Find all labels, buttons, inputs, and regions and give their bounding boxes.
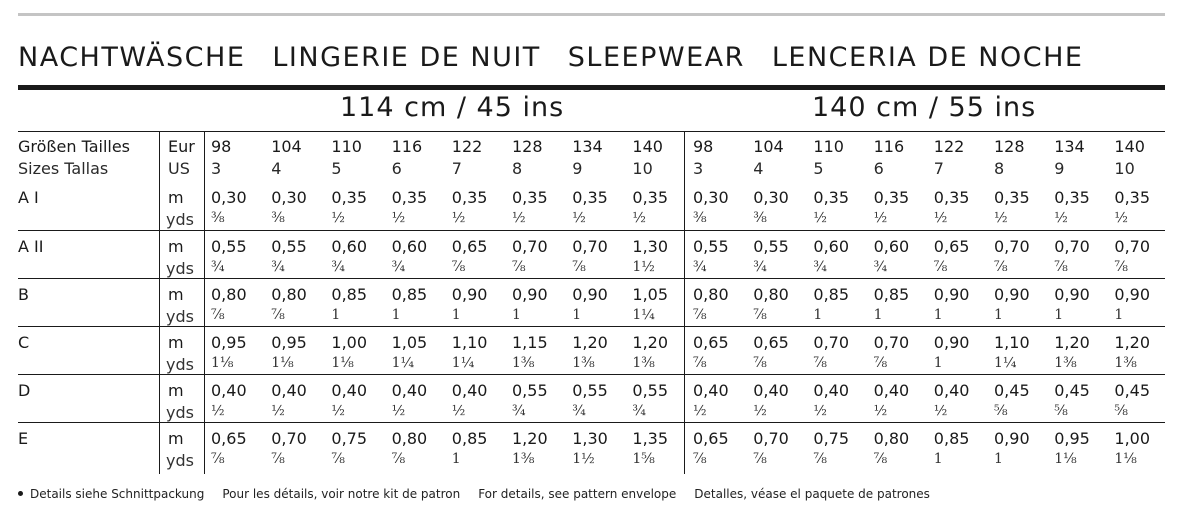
- eur-size: 110: [331, 137, 362, 156]
- meters-value: 0,70: [572, 237, 608, 256]
- column-divider-fabric: [684, 132, 685, 474]
- meters-value: 0,85: [331, 285, 368, 304]
- meters-value: 0,75: [331, 429, 368, 448]
- eur-size: 98: [211, 137, 232, 156]
- yards-value: ⅞: [873, 451, 888, 467]
- eur-size: 140: [1114, 137, 1145, 156]
- unit-meters: m: [168, 188, 184, 207]
- yards-value: 1⅛: [1054, 451, 1077, 467]
- meters-value: 0,70: [994, 237, 1030, 256]
- meters-value: 0,95: [271, 333, 307, 352]
- us-size: 5: [331, 159, 342, 178]
- meters-value: 1,00: [331, 333, 368, 352]
- yards-value: 1: [933, 451, 943, 467]
- view-label: E: [18, 429, 29, 448]
- yards-value: 1⅛: [211, 355, 234, 371]
- yards-value: 1: [994, 451, 1003, 467]
- yards-value: 1: [873, 307, 883, 323]
- eur-size: 122: [933, 137, 965, 156]
- us-size: 9: [1054, 159, 1065, 178]
- yards-value: ¾: [753, 259, 767, 275]
- eur-size: 110: [813, 137, 844, 156]
- us-size: 10: [632, 159, 653, 178]
- meters-value: 0,95: [211, 333, 247, 352]
- meters-value: 1,35: [632, 429, 669, 448]
- meters-value: 1,10: [994, 333, 1030, 352]
- yards-value: ⅞: [753, 307, 767, 323]
- yards-value: 1⅜: [512, 355, 535, 371]
- yards-value: 1: [572, 307, 582, 323]
- unit-yards: yds: [166, 355, 194, 374]
- column-divider-label: [159, 132, 160, 474]
- yards-value: 1: [451, 307, 461, 323]
- title-rule: [18, 85, 1165, 90]
- meters-value: 0,55: [632, 381, 669, 400]
- size-header-row: [18, 132, 1165, 182]
- unit-meters: m: [168, 429, 184, 448]
- yards-value: ½: [271, 403, 285, 419]
- meters-value: 0,65: [451, 237, 488, 256]
- us-size: 7: [933, 159, 944, 178]
- yards-value: 1¼: [451, 355, 475, 371]
- footer-french: Pour les détails, voir notre kit de patron: [222, 487, 461, 501]
- eur-size: 128: [994, 137, 1025, 156]
- yards-value: ⅞: [271, 451, 285, 467]
- meters-value: 0,40: [693, 381, 729, 400]
- yards-value: ⅜: [271, 210, 285, 226]
- meters-value: 0,90: [572, 285, 608, 304]
- yards-value: ½: [813, 210, 827, 226]
- yards-value: ½: [693, 403, 707, 419]
- meters-value: 0,40: [873, 381, 910, 400]
- meters-value: 0,35: [331, 188, 368, 207]
- yards-value: ½: [994, 210, 1008, 226]
- eur-size: 104: [271, 137, 302, 156]
- eur-size: 122: [451, 137, 483, 156]
- meters-value: 0,35: [1114, 188, 1151, 207]
- meters-value: 0,80: [753, 285, 789, 304]
- us-size: 5: [813, 159, 824, 178]
- meters-value: 0,90: [451, 285, 488, 304]
- yards-value: ⅞: [753, 355, 767, 371]
- table-row: [18, 422, 1165, 471]
- size-label-line1: Größen Tailles: [18, 137, 131, 156]
- meters-value: 0,35: [873, 188, 910, 207]
- meters-value: 0,70: [753, 429, 789, 448]
- meters-value: 0,90: [512, 285, 548, 304]
- yards-value: ⅞: [813, 451, 827, 467]
- meters-value: 0,90: [994, 285, 1030, 304]
- yards-value: ¾: [331, 259, 345, 275]
- meters-value: 0,40: [813, 381, 850, 400]
- title-german: NACHTWÄSCHE: [18, 42, 246, 73]
- unit-meters: m: [168, 237, 184, 256]
- yards-value: ½: [1054, 210, 1068, 226]
- yards-value: ⅜: [753, 210, 767, 226]
- meters-value: 0,40: [331, 381, 368, 400]
- meters-value: 0,80: [873, 429, 910, 448]
- meters-value: 0,35: [391, 188, 428, 207]
- us-size: 9: [572, 159, 583, 178]
- yards-value: 1⅛: [271, 355, 294, 371]
- yards-value: ¾: [572, 403, 586, 419]
- meters-value: 0,55: [512, 381, 548, 400]
- view-label: A I: [18, 188, 39, 207]
- yards-value: 1⅛: [331, 355, 354, 371]
- yards-value: 1⅜: [512, 451, 535, 467]
- yards-value: 1¼: [391, 355, 415, 371]
- meters-value: 0,35: [632, 188, 669, 207]
- yards-value: 1⅝: [632, 451, 655, 467]
- meters-value: 1,20: [1114, 333, 1151, 352]
- bullet-icon: [18, 491, 23, 496]
- yards-value: 1⅜: [1114, 355, 1137, 371]
- meters-value: 0,90: [933, 333, 970, 352]
- unit-meters: m: [168, 381, 184, 400]
- meters-value: 0,60: [873, 237, 910, 256]
- meters-value: 0,35: [813, 188, 850, 207]
- meters-value: 1,30: [572, 429, 608, 448]
- eur-size: 116: [391, 137, 423, 156]
- meters-value: 0,40: [933, 381, 970, 400]
- meters-value: 0,60: [391, 237, 428, 256]
- yards-value: ⅞: [994, 259, 1008, 275]
- yards-value: ⅞: [693, 355, 707, 371]
- meters-value: 0,75: [813, 429, 850, 448]
- view-label: B: [18, 285, 29, 304]
- yards-value: 1: [933, 307, 943, 323]
- meters-value: 0,30: [693, 188, 729, 207]
- eur-label: Eur: [168, 137, 195, 156]
- yards-value: ⅞: [693, 307, 707, 323]
- yards-value: ½: [933, 403, 948, 419]
- yards-value: ⅞: [753, 451, 767, 467]
- top-rule: [18, 13, 1165, 16]
- unit-yards: yds: [166, 210, 194, 229]
- yards-value: ⅝: [1114, 403, 1128, 419]
- eur-size: 98: [693, 137, 714, 156]
- yards-value: ⅞: [1114, 259, 1128, 275]
- meters-value: 0,60: [331, 237, 368, 256]
- yards-value: 1⅛: [1114, 451, 1137, 467]
- yards-value: ⅞: [813, 355, 827, 371]
- meters-value: 0,90: [933, 285, 970, 304]
- meters-value: 0,40: [391, 381, 428, 400]
- view-label: A II: [18, 237, 44, 256]
- yards-value: ½: [873, 210, 888, 226]
- meters-value: 0,30: [271, 188, 307, 207]
- yards-value: ⅞: [211, 451, 225, 467]
- yards-value: ⅞: [211, 307, 225, 323]
- yards-value: ¾: [391, 259, 406, 275]
- footer-german: Details siehe Schnittpackung: [30, 487, 205, 501]
- yards-value: ½: [331, 210, 345, 226]
- meters-value: 1,20: [1054, 333, 1090, 352]
- yards-value: ⅞: [693, 451, 707, 467]
- meters-value: 0,30: [753, 188, 789, 207]
- yards-value: ¾: [512, 403, 526, 419]
- us-size: 7: [451, 159, 462, 178]
- yards-value: 1⅜: [572, 355, 595, 371]
- yards-value: 1¼: [632, 307, 655, 323]
- meters-value: 0,35: [994, 188, 1030, 207]
- meters-value: 0,40: [271, 381, 307, 400]
- yards-value: ¾: [873, 259, 888, 275]
- yards-value: ½: [391, 210, 406, 226]
- meters-value: 0,35: [451, 188, 488, 207]
- meters-value: 0,85: [933, 429, 970, 448]
- meters-value: 0,35: [572, 188, 608, 207]
- page-title: [18, 42, 1083, 73]
- table-row: [18, 182, 1165, 230]
- meters-value: 0,60: [813, 237, 850, 256]
- us-size: 3: [693, 159, 704, 178]
- eur-size: 140: [632, 137, 663, 156]
- title-french: LINGERIE DE NUIT: [272, 42, 541, 73]
- yards-value: ¾: [813, 259, 827, 275]
- footer-spanish: Detalles, véase el paquete de patrones: [694, 487, 930, 501]
- yards-value: 1: [1054, 307, 1064, 323]
- yards-value: 1: [331, 307, 341, 323]
- meters-value: 0,70: [1114, 237, 1151, 256]
- footer-note: [18, 487, 948, 501]
- yards-value: ½: [451, 210, 466, 226]
- yards-value: ⅜: [211, 210, 225, 226]
- meters-value: 0,85: [813, 285, 850, 304]
- table-row: [18, 326, 1165, 375]
- meters-value: 1,15: [512, 333, 548, 352]
- us-size: 6: [873, 159, 884, 178]
- title-spanish: LENCERIA DE NOCHE: [771, 42, 1084, 73]
- meters-value: 0,80: [391, 429, 428, 448]
- meters-value: 0,45: [994, 381, 1030, 400]
- meters-value: 0,45: [1114, 381, 1151, 400]
- fabric-width-114: 114 cm / 45 ins: [340, 92, 565, 123]
- meters-value: 0,80: [271, 285, 307, 304]
- yards-value: ¾: [271, 259, 285, 275]
- yards-value: ½: [933, 210, 948, 226]
- unit-yards: yds: [166, 403, 194, 422]
- meters-value: 0,80: [693, 285, 729, 304]
- us-size: 4: [271, 159, 282, 178]
- yards-value: ½: [331, 403, 345, 419]
- yards-value: ¾: [211, 259, 225, 275]
- yards-value: 1⅜: [632, 355, 655, 371]
- meters-value: 0,55: [211, 237, 247, 256]
- meters-value: 0,70: [813, 333, 850, 352]
- us-size: 8: [512, 159, 523, 178]
- yards-value: 1: [994, 307, 1003, 323]
- meters-value: 0,70: [512, 237, 548, 256]
- yards-value: ½: [1114, 210, 1128, 226]
- yards-value: ⅞: [572, 259, 586, 275]
- us-size: 4: [753, 159, 764, 178]
- meters-value: 1,20: [572, 333, 608, 352]
- table-row: [18, 278, 1165, 327]
- meters-value: 1,20: [512, 429, 548, 448]
- unit-meters: m: [168, 285, 184, 304]
- us-size: 6: [391, 159, 402, 178]
- meters-value: 1,10: [451, 333, 488, 352]
- meters-value: 0,55: [271, 237, 307, 256]
- yards-value: 1: [512, 307, 521, 323]
- yards-value: ½: [512, 210, 526, 226]
- us-size: 8: [994, 159, 1005, 178]
- us-size: 3: [211, 159, 222, 178]
- meters-value: 0,70: [873, 333, 910, 352]
- meters-value: 0,65: [693, 429, 729, 448]
- meters-value: 0,55: [753, 237, 789, 256]
- meters-value: 0,55: [572, 381, 608, 400]
- yards-value: ½: [813, 403, 827, 419]
- us-size: 10: [1114, 159, 1135, 178]
- yards-value: ½: [211, 403, 225, 419]
- meters-value: 0,90: [994, 429, 1030, 448]
- meters-value: 0,70: [1054, 237, 1090, 256]
- yards-value: ⅞: [512, 259, 526, 275]
- yards-value: ⅞: [451, 259, 466, 275]
- table-row: [18, 230, 1165, 279]
- yards-value: 1: [933, 355, 943, 371]
- meters-value: 0,65: [211, 429, 247, 448]
- yards-value: 1: [391, 307, 401, 323]
- unit-yards: yds: [166, 451, 194, 470]
- eur-size: 104: [753, 137, 784, 156]
- meters-value: 0,65: [753, 333, 789, 352]
- yards-value: ½: [451, 403, 466, 419]
- unit-yards: yds: [166, 307, 194, 326]
- yards-value: ⅞: [933, 259, 948, 275]
- table-row: [18, 374, 1165, 423]
- yards-value: ¾: [632, 403, 646, 419]
- meters-value: 0,35: [512, 188, 548, 207]
- meters-value: 0,85: [391, 285, 428, 304]
- meters-value: 1,05: [391, 333, 428, 352]
- meters-value: 1,30: [632, 237, 669, 256]
- yards-value: ½: [391, 403, 406, 419]
- meters-value: 0,55: [693, 237, 729, 256]
- meters-value: 0,65: [693, 333, 729, 352]
- yards-value: ⅞: [271, 307, 285, 323]
- eur-size: 116: [873, 137, 905, 156]
- meters-value: 0,65: [933, 237, 970, 256]
- unit-meters: m: [168, 333, 184, 352]
- footer-english: For details, see pattern envelope: [478, 487, 677, 501]
- meters-value: 0,85: [873, 285, 910, 304]
- title-english: SLEEPWEAR: [567, 42, 745, 73]
- yards-value: ⅜: [693, 210, 707, 226]
- fabric-width-140: 140 cm / 55 ins: [812, 92, 1037, 123]
- meters-value: 0,40: [451, 381, 488, 400]
- meters-value: 0,35: [1054, 188, 1090, 207]
- yards-value: ⅝: [1054, 403, 1068, 419]
- meters-value: 0,70: [271, 429, 307, 448]
- yards-value: 1: [451, 451, 461, 467]
- meters-value: 0,95: [1054, 429, 1090, 448]
- yards-value: 1¼: [994, 355, 1017, 371]
- yards-value: ⅞: [873, 355, 888, 371]
- yards-value: ½: [753, 403, 767, 419]
- yards-value: ½: [873, 403, 888, 419]
- meters-value: 0,45: [1054, 381, 1090, 400]
- column-divider-unit: [204, 132, 205, 474]
- meters-value: 0,90: [1054, 285, 1090, 304]
- meters-value: 1,20: [632, 333, 669, 352]
- meters-value: 1,00: [1114, 429, 1151, 448]
- meters-value: 0,40: [211, 381, 247, 400]
- meters-value: 0,30: [211, 188, 247, 207]
- unit-yards: yds: [166, 259, 194, 278]
- view-label: C: [18, 333, 30, 352]
- eur-size: 134: [1054, 137, 1085, 156]
- eur-size: 128: [512, 137, 543, 156]
- meters-value: 0,90: [1114, 285, 1151, 304]
- yards-value: 1: [1114, 307, 1124, 323]
- meters-value: 0,35: [933, 188, 970, 207]
- yards-value: ⅞: [1054, 259, 1068, 275]
- yards-value: 1: [813, 307, 823, 323]
- yards-value: ½: [572, 210, 586, 226]
- yards-value: 1½: [572, 451, 595, 467]
- view-label: D: [18, 381, 31, 400]
- yards-value: ½: [632, 210, 646, 226]
- size-label-line2: Sizes Tallas: [18, 159, 109, 178]
- us-label: US: [168, 159, 190, 178]
- yards-value: ⅞: [391, 451, 406, 467]
- yards-value: 1⅜: [1054, 355, 1077, 371]
- meters-value: 0,85: [451, 429, 488, 448]
- yards-value: ⅞: [331, 451, 345, 467]
- yards-value: ⅝: [994, 403, 1008, 419]
- yards-value: ¾: [693, 259, 707, 275]
- eur-size: 134: [572, 137, 603, 156]
- yards-value: 1½: [632, 259, 655, 275]
- meters-value: 0,80: [211, 285, 247, 304]
- meters-value: 0,40: [753, 381, 789, 400]
- meters-value: 1,05: [632, 285, 669, 304]
